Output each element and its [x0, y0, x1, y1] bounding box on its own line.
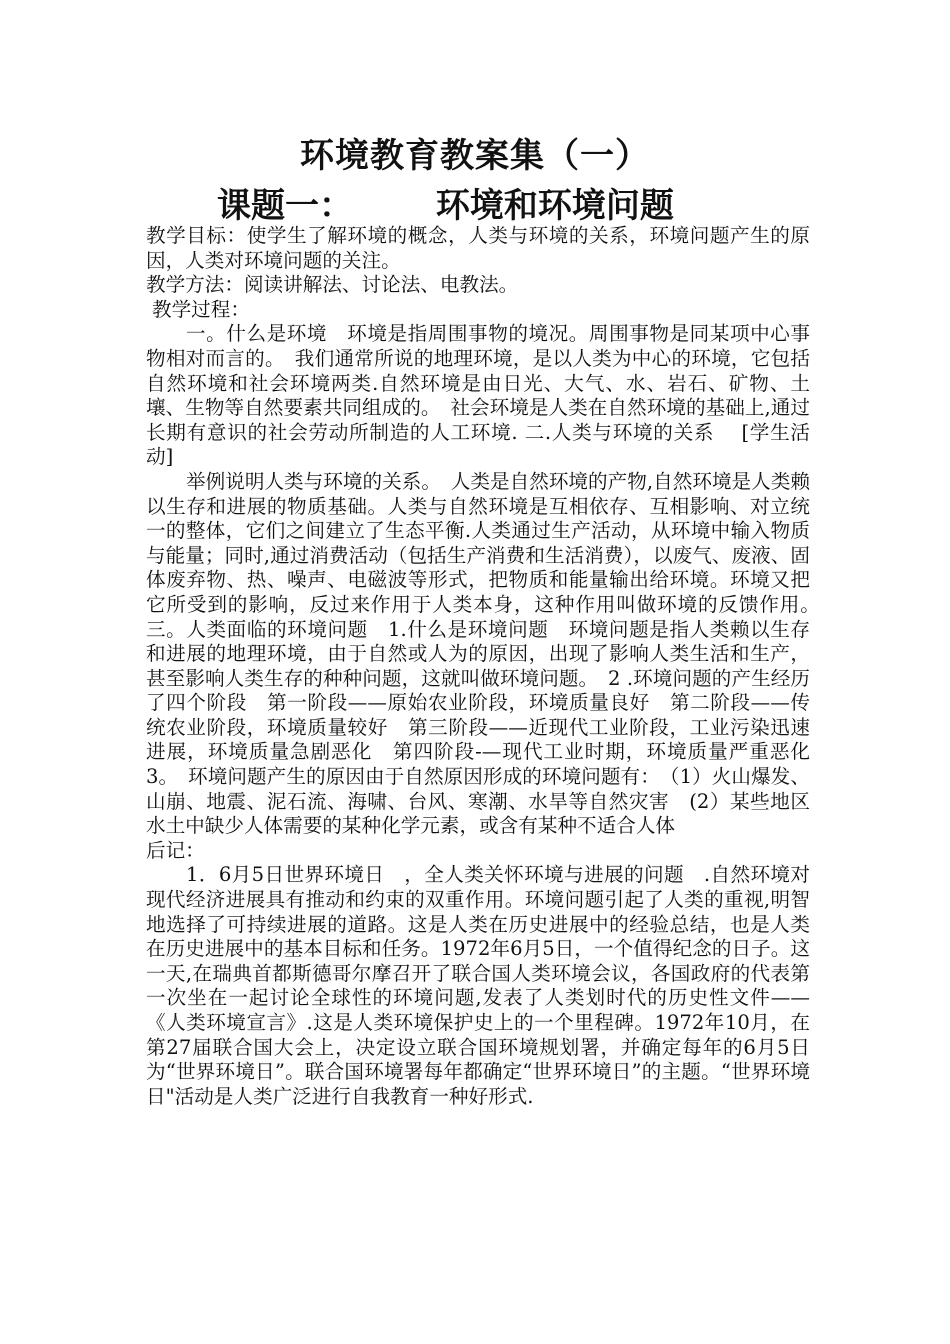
postscript-paragraph: 1．6月5日世界环境日 ，全人类关怀环境与进展的问题 .自然环境对现代经济进展具有推动和约束的双重作用。环境问题引起了人类的重视,明智地选择了可持续进展的道路。这是人类在历史进展中的经验总结，也是人类在历史进展中的基本目标和任务。1972年6月5日，一个值得纪念的日子。这一天,在瑞典首都斯德哥尔摩召开了联合国人类环境会议，各国政府的代表第一次坐在一起讨论全球性的环境问题,发表了人类划时代的历史性文件——《人类环境宣言》.这是人类环境保护史上的一个里程碑。1972年10月，在第27届联合国大会上，决定设立联合国环境规划署，并确定每年的6月5日为“世界环境日”。联合国环境署每年都确定“世界环境日”的主题。“世界环境日"活动是人类广泛进行自我教育一种好形式. — [146, 863, 810, 1108]
lesson-title: 课题一： 环境和环境问题 — [217, 186, 674, 226]
document-body — [146, 224, 830, 1109]
teaching-method: 教学方法：阅读讲解法、讨论法、电教法。 — [146, 273, 519, 297]
postscript-label: 后记： — [146, 838, 205, 862]
teaching-process-label: 教学过程： — [152, 297, 250, 321]
document-title: 环境教育教案集（一） — [300, 136, 650, 176]
process-paragraph: 一。什么是环境 环境是指周围事物的境况。周围事物是同某项中心事物相对而言的。 我们通常所说的地理环境，是以人类为中心的环境，它包括自然环境和社会环境两类.自然环境是由日光、大气、水、岩石、矿物、土壤、生物等自然要素共同组成的。 社会环境是人类在自然环境的基础上,通过长期有意识的社会劳动所制造的人工环境. 二.人类与环境的关系 [学生活动] — [146, 322, 810, 469]
teaching-objective: 教学目标：使学生了解环境的概念，人类与环境的关系，环境问题产生的原因，人类对环境问题的关注。 — [146, 224, 810, 272]
example-paragraph: 举例说明人类与环境的关系。 人类是自然环境的产物,自然环境是人类赖以生存和进展的物质基础。人类与自然环境是互相依存、互相影响、对立统一的整体，它们之间建立了生态平衡.人类通过生产活动，从环境中输入物质与能量；同时,通过消费活动（包括生产消费和生活消费），以废气、废液、固体废弃物、热、噪声、电磁波等形式，把物质和能量输出给环境。环境又把它所受到的影响，反过来作用于人类本身，这种作用叫做环境的反馈作用。 三。人类面临的环境问题 1.什么是环境问题 环境问题是指人类赖以生存和进展的地理环境，由于自然或人为的原因，出现了影响人类生活和生产，甚至影响人类生存的种种问题，这就叫做环境问题。 2 .环境问题的产生经历了四个阶段 第一阶段——原始农业阶段，环境质量良好 第二阶段——传统农业阶段，环境质量较好 第三阶段——近现代工业阶段，工业污染迅速进展，环境质量急剧恶化 第四阶段-—现代工业时期，环境质量严重恶化 3。 环境问题产生的原因由于自然原因形成的环境问题有： （1）火山爆发、山崩、地震、泥石流、海啸、台风、寒潮、水旱等自然灾害 (2）某些地区水土中缺少人体需要的某种化学元素，或含有某种不适合人体 — [146, 469, 830, 838]
